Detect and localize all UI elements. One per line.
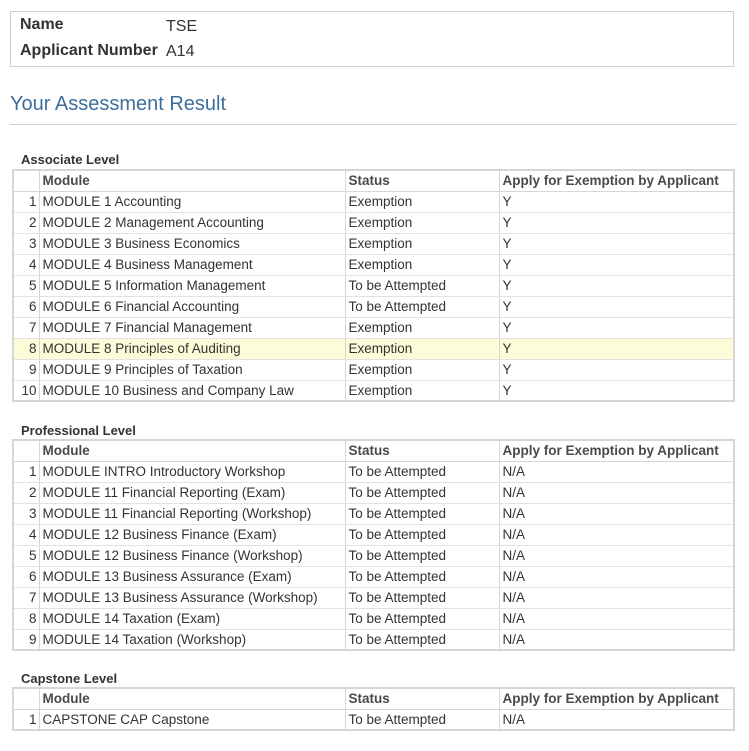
status-cell: Exemption <box>345 191 499 212</box>
row-number: 3 <box>13 233 39 254</box>
module-cell: MODULE 5 Information Management <box>39 275 345 296</box>
apply-exemption-cell: N/A <box>499 629 734 650</box>
apply-exemption-cell: N/A <box>499 482 734 503</box>
header-status[interactable]: Status <box>345 440 499 461</box>
table-row[interactable] <box>13 275 734 296</box>
table-row[interactable] <box>13 380 734 401</box>
status-cell: To be Attempted <box>345 545 499 566</box>
table-row[interactable] <box>13 338 734 359</box>
module-cell: MODULE INTRO Introductory Workshop <box>39 461 345 482</box>
table-row[interactable] <box>13 608 734 629</box>
row-number: 6 <box>13 296 39 317</box>
status-cell: Exemption <box>345 254 499 275</box>
header-module[interactable]: Module <box>39 440 345 461</box>
table-row[interactable] <box>13 566 734 587</box>
row-number: 5 <box>13 545 39 566</box>
status-cell: To be Attempted <box>345 587 499 608</box>
table-row[interactable] <box>13 359 734 380</box>
status-cell: To be Attempted <box>345 566 499 587</box>
row-number: 10 <box>13 380 39 401</box>
row-number: 9 <box>13 359 39 380</box>
page-title: Your Assessment Result <box>10 93 227 115</box>
module-cell: MODULE 11 Financial Reporting (Workshop) <box>39 503 345 524</box>
apply-exemption-cell: Y <box>499 317 734 338</box>
status-cell: To be Attempted <box>345 524 499 545</box>
module-cell: MODULE 13 Business Assurance (Exam) <box>39 566 345 587</box>
table-row[interactable] <box>13 233 734 254</box>
apply-exemption-cell: N/A <box>499 461 734 482</box>
status-cell: To be Attempted <box>345 608 499 629</box>
row-number: 1 <box>13 191 39 212</box>
apply-exemption-cell: Y <box>499 254 734 275</box>
section-title-professional: Professional Level <box>21 423 136 438</box>
row-number: 8 <box>13 608 39 629</box>
module-cell: MODULE 12 Business Finance (Exam) <box>39 524 345 545</box>
apply-exemption-cell: N/A <box>499 566 734 587</box>
name-value: TSE <box>166 18 198 35</box>
header-apply-exemption[interactable]: Apply for Exemption by Applicant <box>499 688 734 709</box>
module-cell: MODULE 8 Principles of Auditing <box>39 338 345 359</box>
module-cell: MODULE 1 Accounting <box>39 191 345 212</box>
row-number: 7 <box>13 317 39 338</box>
table-row[interactable] <box>13 587 734 608</box>
row-number: 2 <box>13 212 39 233</box>
table-row[interactable] <box>13 317 734 338</box>
header-row-number <box>13 440 39 461</box>
status-cell: Exemption <box>345 233 499 254</box>
apply-exemption-cell: N/A <box>499 503 734 524</box>
table-header-row <box>13 170 734 191</box>
module-cell: MODULE 14 Taxation (Workshop) <box>39 629 345 650</box>
row-number: 4 <box>13 524 39 545</box>
apply-exemption-cell: Y <box>499 338 734 359</box>
row-number: 4 <box>13 254 39 275</box>
row-number: 5 <box>13 275 39 296</box>
applicant-number-value: A14 <box>166 43 195 60</box>
table-header-row <box>13 440 734 461</box>
status-cell: To be Attempted <box>345 709 499 730</box>
associate-level-table <box>12 169 735 402</box>
apply-exemption-cell: Y <box>499 275 734 296</box>
capstone-level-table <box>12 687 735 731</box>
status-cell: Exemption <box>345 359 499 380</box>
title-divider <box>10 124 737 125</box>
module-cell: MODULE 9 Principles of Taxation <box>39 359 345 380</box>
applicant-number-label: Applicant Number <box>20 42 158 59</box>
header-module[interactable]: Module <box>39 688 345 709</box>
header-status[interactable]: Status <box>345 170 499 191</box>
row-number: 6 <box>13 566 39 587</box>
apply-exemption-cell: N/A <box>499 709 734 730</box>
header-apply-exemption[interactable]: Apply for Exemption by Applicant <box>499 440 734 461</box>
module-cell: MODULE 12 Business Finance (Workshop) <box>39 545 345 566</box>
applicant-info-panel <box>10 11 734 67</box>
table-row[interactable] <box>13 482 734 503</box>
row-number: 7 <box>13 587 39 608</box>
apply-exemption-cell: Y <box>499 359 734 380</box>
table-row[interactable] <box>13 212 734 233</box>
status-cell: To be Attempted <box>345 461 499 482</box>
module-cell: MODULE 13 Business Assurance (Workshop) <box>39 587 345 608</box>
name-label: Name <box>20 16 64 33</box>
table-row[interactable] <box>13 524 734 545</box>
status-cell: To be Attempted <box>345 629 499 650</box>
table-row[interactable] <box>13 629 734 650</box>
status-cell: Exemption <box>345 338 499 359</box>
header-module[interactable]: Module <box>39 170 345 191</box>
section-title-associate: Associate Level <box>21 152 120 167</box>
status-cell: To be Attempted <box>345 275 499 296</box>
header-apply-exemption[interactable]: Apply for Exemption by Applicant <box>499 170 734 191</box>
table-row[interactable] <box>13 709 734 730</box>
status-cell: Exemption <box>345 212 499 233</box>
row-number: 1 <box>13 461 39 482</box>
section-title-capstone: Capstone Level <box>21 671 118 686</box>
row-number: 1 <box>13 709 39 730</box>
table-row[interactable] <box>13 191 734 212</box>
module-cell: MODULE 11 Financial Reporting (Exam) <box>39 482 345 503</box>
apply-exemption-cell: N/A <box>499 608 734 629</box>
apply-exemption-cell: N/A <box>499 545 734 566</box>
apply-exemption-cell: Y <box>499 191 734 212</box>
row-number: 2 <box>13 482 39 503</box>
module-cell: MODULE 3 Business Economics <box>39 233 345 254</box>
table-row[interactable] <box>13 545 734 566</box>
table-row[interactable] <box>13 254 734 275</box>
table-row[interactable] <box>13 461 734 482</box>
status-cell: Exemption <box>345 380 499 401</box>
status-cell: To be Attempted <box>345 503 499 524</box>
status-cell: To be Attempted <box>345 482 499 503</box>
apply-exemption-cell: N/A <box>499 524 734 545</box>
row-number: 8 <box>13 338 39 359</box>
apply-exemption-cell: Y <box>499 380 734 401</box>
module-cell: CAPSTONE CAP Capstone <box>39 709 345 730</box>
header-status[interactable]: Status <box>345 688 499 709</box>
module-cell: MODULE 4 Business Management <box>39 254 345 275</box>
professional-level-table <box>12 439 735 651</box>
apply-exemption-cell: Y <box>499 296 734 317</box>
module-cell: MODULE 10 Business and Company Law <box>39 380 345 401</box>
status-cell: To be Attempted <box>345 296 499 317</box>
module-cell: MODULE 2 Management Accounting <box>39 212 345 233</box>
header-row-number <box>13 688 39 709</box>
module-cell: MODULE 14 Taxation (Exam) <box>39 608 345 629</box>
table-header-row <box>13 688 734 709</box>
row-number: 9 <box>13 629 39 650</box>
status-cell: Exemption <box>345 317 499 338</box>
table-row[interactable] <box>13 296 734 317</box>
row-number: 3 <box>13 503 39 524</box>
apply-exemption-cell: N/A <box>499 587 734 608</box>
module-cell: MODULE 6 Financial Accounting <box>39 296 345 317</box>
apply-exemption-cell: Y <box>499 212 734 233</box>
module-cell: MODULE 7 Financial Management <box>39 317 345 338</box>
header-row-number <box>13 170 39 191</box>
table-row[interactable] <box>13 503 734 524</box>
apply-exemption-cell: Y <box>499 233 734 254</box>
